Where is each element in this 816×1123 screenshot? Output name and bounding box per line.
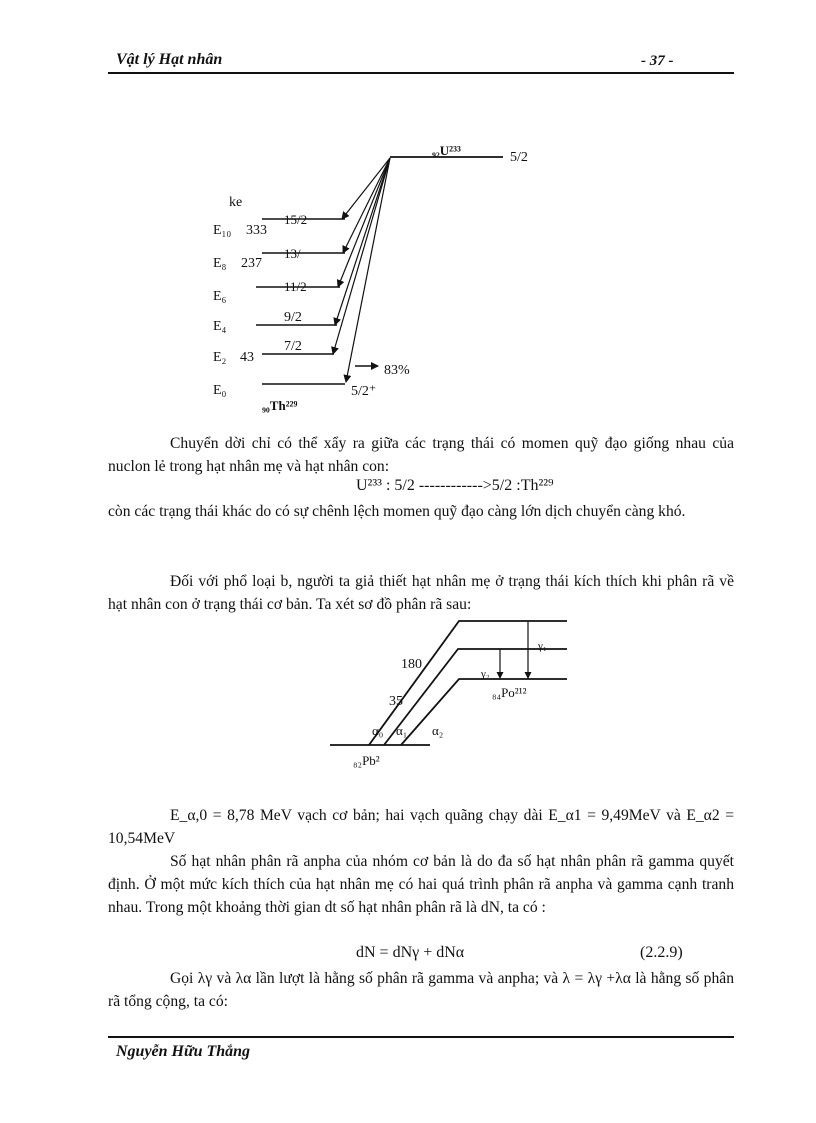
- daughter-pb-label: ₈₂Pb²: [353, 753, 380, 768]
- page-number: - 37 -: [641, 53, 674, 69]
- energy-levels: [330, 621, 567, 745]
- daughter-label: ₉₀Th²²⁹: [262, 398, 298, 413]
- level-label: E₆: [213, 289, 227, 304]
- header-title: Vật lý Hạt nhân: [116, 51, 223, 68]
- level-label: E₈: [213, 256, 227, 271]
- equation-2-number: (2.2.9): [640, 944, 683, 961]
- footer-author: Nguyễn Hữu Thắng: [116, 1043, 251, 1060]
- level-spin: 11/2: [284, 279, 307, 294]
- level-35-label: 35: [389, 694, 403, 709]
- level-spin: 5/2⁺: [351, 384, 377, 399]
- paragraph-6: Gọi λγ và λα lần lượt là hằng số phân rã gamma và anpha; và λ = λγ +λα là hằng số phân rã tổng cộng, ta có:: [108, 970, 734, 1010]
- paragraph-3: Đối với phổ loại b, người ta giả thiết hạt nhân mẹ ở trạng thái kích thích khi phân rã về hạt nhân con ở trạng thái cơ bản. Ta xét sơ đồ phân rã sau:: [108, 573, 734, 613]
- paragraph-2: còn các trạng thái khác do có sự chênh lệch momen quỹ đạo càng lớn dịch chuyển càng khó.: [108, 503, 686, 520]
- paragraph-4: E_α,0 = 8,78 MeV vạch cơ bản; hai vạch quãng chạy dài E_α1 = 9,49MeV và E_α2 = 10,54MeV: [108, 807, 734, 847]
- footer-rule: [108, 1036, 734, 1038]
- alpha0-label: α₀: [372, 723, 384, 738]
- parent-spin: 5/2: [510, 150, 528, 165]
- level-label: E₄: [213, 319, 227, 334]
- level-energy: 43: [240, 350, 254, 365]
- level-spin: 7/2: [284, 339, 302, 354]
- gamma1-label: γ₁: [538, 640, 547, 652]
- level-spin: 15/2: [284, 212, 308, 227]
- level-label: E₂: [213, 350, 227, 365]
- level-energy: 333: [246, 223, 267, 238]
- level-energy: 237: [241, 256, 262, 271]
- alpha2-label: α₂: [432, 723, 444, 738]
- level-spin: 13/: [284, 246, 301, 261]
- level-label: E₁₀: [213, 223, 232, 238]
- parent-po-label: ₈₄Po²¹²: [492, 685, 527, 700]
- unit-label: ke: [229, 195, 243, 210]
- equation-2: dN = dNγ + dNα: [356, 944, 465, 961]
- paragraph-5: Số hạt nhân phân rã anpha của nhóm cơ bản là do đa số hạt nhân phân rã gamma quyết định. Ở một mức kích thích của hạt nhân mẹ có hai quá trình phân rã anpha và gamma cạnh tranh nhau. Trong một khoảng thời gian dt số hạt nhân phân rã là dN, ta có :: [108, 853, 734, 916]
- gamma2-label: γ₂: [481, 668, 490, 680]
- parent-label: ₉₂U²³³: [432, 143, 461, 158]
- percent-label: 83%: [384, 363, 410, 378]
- level-spin: 9/2: [284, 310, 302, 325]
- level-label: E₀: [213, 383, 227, 398]
- level-path-ground: [401, 679, 567, 745]
- equation-1: U²³³ : 5/2 ------------>5/2 :Th²²⁹: [356, 477, 554, 494]
- paragraph-1: Chuyển dời chỉ có thể xẩy ra giữa các trạng thái có momen quỹ đạo giống nhau của nuclon lẻ trong hạt nhân mẹ và hạt nhân con:: [108, 435, 734, 475]
- alpha1-label: α₁: [396, 723, 408, 738]
- level-180-label: 180: [401, 657, 422, 672]
